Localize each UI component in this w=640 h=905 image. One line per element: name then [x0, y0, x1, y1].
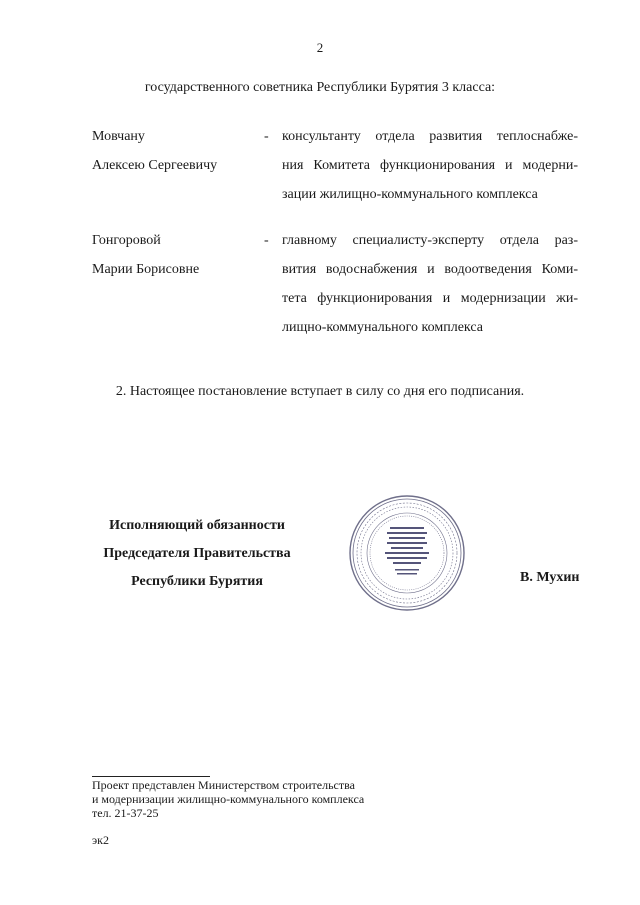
- footnote-line-3: тел. 21-37-25: [92, 806, 159, 820]
- appointee-1-position-line-3: зации жилищно-коммунального комплекса: [282, 187, 538, 202]
- appointee-1-dash: -: [264, 129, 269, 144]
- appointee-2-position-line-2: вития водоснабжения и водоотведения Коми-: [282, 262, 578, 277]
- appointee-2-position: [282, 226, 578, 342]
- appointee-2-surname: Гонгоровой: [92, 233, 161, 248]
- signatory-title-line-1: Исполняющий обязанности: [109, 518, 285, 533]
- footnote: [92, 778, 364, 820]
- footnote-line-2: и модернизации жилищно-коммунального комплекса: [92, 792, 365, 806]
- appointee-2-position-line-1: главному специалисту-эксперту отдела раз-: [282, 233, 578, 248]
- page-number: 2: [316, 40, 324, 55]
- appointee-1-given-names: Алексею Сергеевичу: [92, 158, 218, 173]
- rank-heading: государственного советника Республики Бурятия 3 класса:: [144, 80, 496, 95]
- footnote-line-1: Проект представлен Министерством строительства: [92, 778, 355, 792]
- appointee-1-name: [92, 122, 217, 180]
- appointee-1-position-line-2: ния Комитета функционирования и модерни-: [282, 158, 578, 173]
- signatory-title-line-2: Председателя Правительства: [103, 546, 291, 561]
- appointee-2-position-line-4: лищно-коммунального комплекса: [282, 320, 483, 335]
- appointee-1-surname: Мовчану: [92, 129, 145, 144]
- document-code: эк2: [92, 833, 109, 847]
- appointee-2-dash: -: [264, 233, 269, 248]
- signatory-title-line-3: Республики Бурятия: [131, 574, 263, 589]
- signatory-title: [92, 512, 302, 596]
- signer-name: В. Мухин: [520, 570, 580, 585]
- appointee-2-given-names: Марии Борисовне: [92, 262, 200, 277]
- appointee-1-position: [282, 122, 578, 209]
- official-seal: [347, 493, 467, 613]
- footnote-divider: [92, 776, 210, 777]
- appointee-2-name: [92, 226, 199, 284]
- appointee-1-position-line-1: консультанту отдела развития теплоснабже-: [282, 129, 578, 144]
- clause-2: 2. Настоящее постановление вступает в силу со дня его подписания.: [115, 384, 525, 399]
- appointee-2-position-line-3: тета функционирования и модернизации жи-: [282, 291, 578, 306]
